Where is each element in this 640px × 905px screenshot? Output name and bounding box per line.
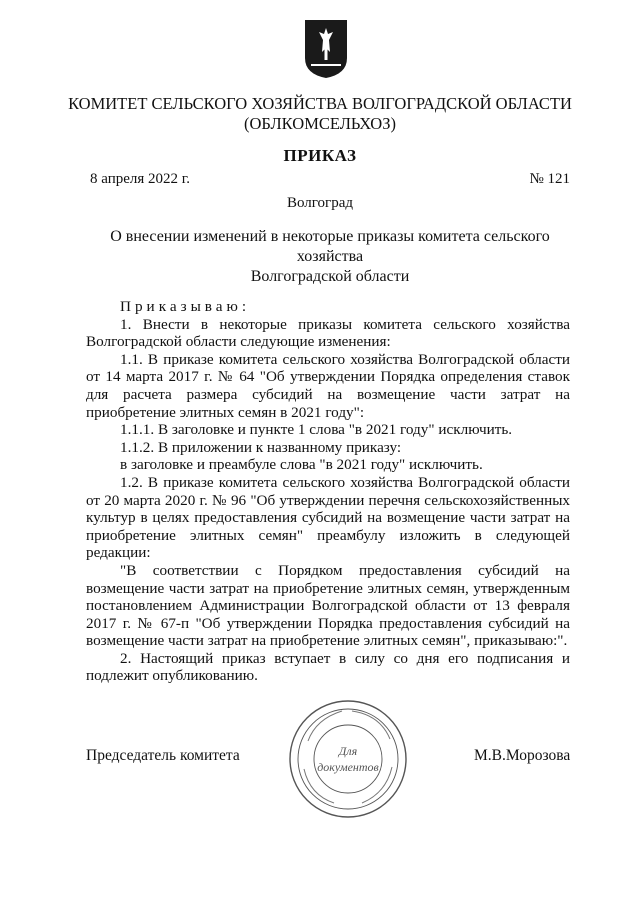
organization-name (40, 94, 600, 134)
body-paragraph-1-1-2: 1.1.2. В приложении к названному приказу: (120, 438, 402, 456)
document-date: 8 апреля 2022 г. (90, 171, 190, 187)
body-paragraph-1-1: 1.1. В приказе комитета сельского хозяйства Волгоградской области от 14 марта 2017 г. № 64 "Об утверждении Порядка определения ставок для расчета размера субсидий на возмещение части затрат на приобретение элитных семян в 2021 году": (86, 350, 570, 421)
signatory-position: Председатель комитета (86, 747, 240, 764)
document-body (86, 298, 570, 685)
body-paragraph-1: 1. Внести в некоторые приказы комитета сельского хозяйства Волгоградской области следующие изменения: (86, 315, 570, 351)
stamp-text-line-1: Для (338, 744, 358, 758)
document-subject (80, 227, 580, 287)
organization-line-2: (ОБЛКОМСЕЛЬХОЗ) (244, 114, 396, 133)
subject-line-1: О внесении изменений в некоторые приказы комитета сельского хозяйства (110, 228, 550, 265)
subject-line-2: Волгоградской области (250, 268, 410, 285)
official-stamp (286, 697, 410, 821)
stamp-text-line-2: документов (317, 760, 379, 774)
signatory-name: М.В.Морозова (474, 747, 571, 764)
organization-line-1: КОМИТЕТ СЕЛЬСКОГО ХОЗЯЙСТВА ВОЛГОГРАДСКОЙ ОБЛАСТИ (68, 94, 572, 113)
body-quote: "В соответствии с Порядком предоставления субсидий на возмещение части затрат на приобретение элитных семян, утвержденным постановлением Администрации Волгоградской области от 13 февраля 2017 г. № 67-п "Об утверждении Порядка предоставления субсидий на возмещение части затрат на приобретение элитных семян", приказываю:". (86, 561, 570, 650)
document-number: № 121 (529, 171, 570, 187)
body-paragraph-2: 2. Настоящий приказ вступает в силу со дня его подписания и подлежит опубликованию. (86, 649, 570, 685)
body-paragraph-1-1-2b: в заголовке и преамбуле слова "в 2021 году" исключить. (120, 456, 483, 474)
coat-of-arms-icon (303, 18, 349, 80)
body-paragraph-1-1-1: 1.1.1. В заголовке и пункте 1 слова "в 2021 году" исключить. (120, 421, 513, 439)
body-paragraph-1-2: 1.2. В приказе комитета сельского хозяйства Волгоградской области от 20 марта 2020 г. № 96 "Об утверждении перечня сельскохозяйственных культур в целях предоставления субсидий на возмещение части затрат на приобретение элитных семян" преамбулу изложить в следующей редакции: (86, 473, 570, 562)
body-intro: Приказываю: (120, 298, 251, 315)
document-type: ПРИКАЗ (283, 146, 357, 165)
document-city: Волгоград (286, 195, 353, 211)
